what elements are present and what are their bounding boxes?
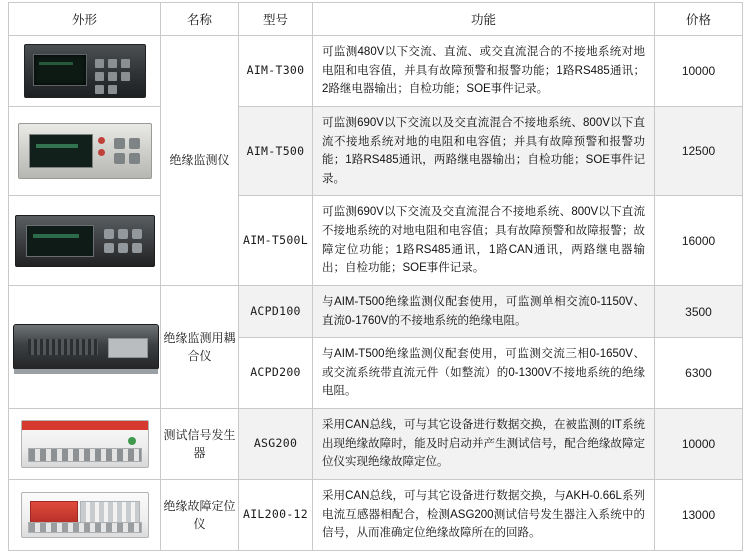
table-header-row bbox=[9, 3, 743, 36]
aim-t300-device-photo bbox=[24, 44, 146, 98]
product-spec-table bbox=[8, 2, 743, 551]
product-image-cell bbox=[9, 196, 161, 286]
product-function-cell: 与AIM-T500绝缘监测仪配套使用，可监测交流三相0-1650V、或交流系统带直流元件（如整流）的0-1300V不接地系统的绝缘电阻。 bbox=[313, 338, 655, 409]
terminal-block-icon bbox=[28, 522, 142, 533]
keypad-icon bbox=[93, 57, 137, 83]
vent-grill-icon bbox=[28, 339, 98, 355]
channel-grid-icon bbox=[80, 501, 140, 523]
product-image-cell bbox=[9, 409, 161, 480]
brand-strip-icon bbox=[22, 421, 148, 430]
product-name-cell: 绝缘监测仪 bbox=[161, 36, 239, 286]
ail200-12-device-photo bbox=[21, 492, 149, 538]
keypad-icon bbox=[102, 227, 144, 255]
product-model-cell: ACPD200 bbox=[239, 338, 313, 409]
product-price-cell: 6300 bbox=[655, 338, 743, 409]
product-image-cell bbox=[9, 36, 161, 107]
aim-t500-device-photo bbox=[18, 123, 152, 179]
product-price-cell: 16000 bbox=[655, 196, 743, 286]
product-model-cell: AIL200-12 bbox=[239, 479, 313, 550]
display-screen-icon bbox=[29, 134, 93, 168]
product-model-cell: ACPD100 bbox=[239, 285, 313, 337]
product-image-cell bbox=[9, 479, 161, 550]
column-header-image: 外形 bbox=[9, 3, 161, 36]
product-function-cell: 采用CAN总线，可与其它设备进行数据交换，在被监测的IT系统出现绝缘故障时，能及时启动并产生测试信号，配合绝缘故障定位仪实现绝缘故障定位。 bbox=[313, 409, 655, 480]
table-row bbox=[9, 479, 743, 550]
status-led-icon bbox=[128, 437, 136, 445]
asg200-device-photo bbox=[21, 420, 149, 468]
table-row bbox=[9, 106, 743, 196]
product-price-cell: 3500 bbox=[655, 285, 743, 337]
product-price-cell: 10000 bbox=[655, 36, 743, 107]
terminal-block-icon bbox=[28, 448, 142, 462]
keypad-icon bbox=[112, 136, 142, 166]
column-header-name: 名称 bbox=[161, 3, 239, 36]
table-row bbox=[9, 36, 743, 107]
product-name-cell: 测试信号发生器 bbox=[161, 409, 239, 480]
table-row bbox=[9, 409, 743, 480]
product-function-cell: 可监测690V以下交流以及交直流混合不接地系统、800V以下直流不接地系统对地的电阻和电容值；并具有故障预警和报警功能；1路RS485通讯，两路继电器输出；自检功能；SOE事件记录。 bbox=[313, 106, 655, 196]
display-screen-icon bbox=[26, 225, 94, 257]
aim-t500l-device-photo bbox=[15, 215, 155, 267]
column-header-function: 功能 bbox=[313, 3, 655, 36]
table-row bbox=[9, 196, 743, 286]
product-function-cell: 可监测690V以下交流及交直流混合不接地系统、800V以下直流不接地系统的对地电阻和电容值；具有故障预警和故障报警；故障定位功能；1路RS485通讯，1路CAN通讯，两路继电器输出；自检功能；SOE事件记录。 bbox=[313, 196, 655, 286]
led-indicator-icon bbox=[98, 137, 105, 161]
product-name-cell: 绝缘监测用耦合仪 bbox=[161, 285, 239, 408]
front-label-icon bbox=[30, 501, 78, 523]
product-function-cell: 与AIM-T500绝缘监测仪配套使用，可监测单相交流0-1150V、直流0-1760V的不接地系统的绝缘电阻。 bbox=[313, 285, 655, 337]
product-price-cell: 13000 bbox=[655, 479, 743, 550]
product-image-cell bbox=[9, 285, 161, 408]
column-header-model: 型号 bbox=[239, 3, 313, 36]
mounting-base-icon bbox=[14, 369, 158, 374]
product-price-cell: 10000 bbox=[655, 409, 743, 480]
terminal-block-icon bbox=[108, 338, 148, 358]
product-model-cell: AIM-T300 bbox=[239, 36, 313, 107]
column-header-price: 价格 bbox=[655, 3, 743, 36]
product-model-cell: AIM-T500 bbox=[239, 106, 313, 196]
product-model-cell: ASG200 bbox=[239, 409, 313, 480]
product-function-cell: 可监测480V以下交流、直流、或交直流混合的不接地系统对地电阻和电容值，并具有故障预警和报警功能；1路RS485通讯；2路继电器输出；自检功能；SOE事件记录。 bbox=[313, 36, 655, 107]
product-model-cell: AIM-T500L bbox=[239, 196, 313, 286]
acpd-coupler-device-photo bbox=[13, 324, 159, 370]
display-screen-icon bbox=[33, 54, 87, 86]
product-function-cell: 采用CAN总线，可与其它设备进行数据交换，与AKH-0.66L系列电流互感器相配合，检测ASG200测试信号发生器注入系统中的信号，从而准确定位绝缘故障所在的回路。 bbox=[313, 479, 655, 550]
product-price-cell: 12500 bbox=[655, 106, 743, 196]
table-row bbox=[9, 285, 743, 337]
product-image-cell bbox=[9, 106, 161, 196]
product-name-cell: 绝缘故障定位仪 bbox=[161, 479, 239, 550]
